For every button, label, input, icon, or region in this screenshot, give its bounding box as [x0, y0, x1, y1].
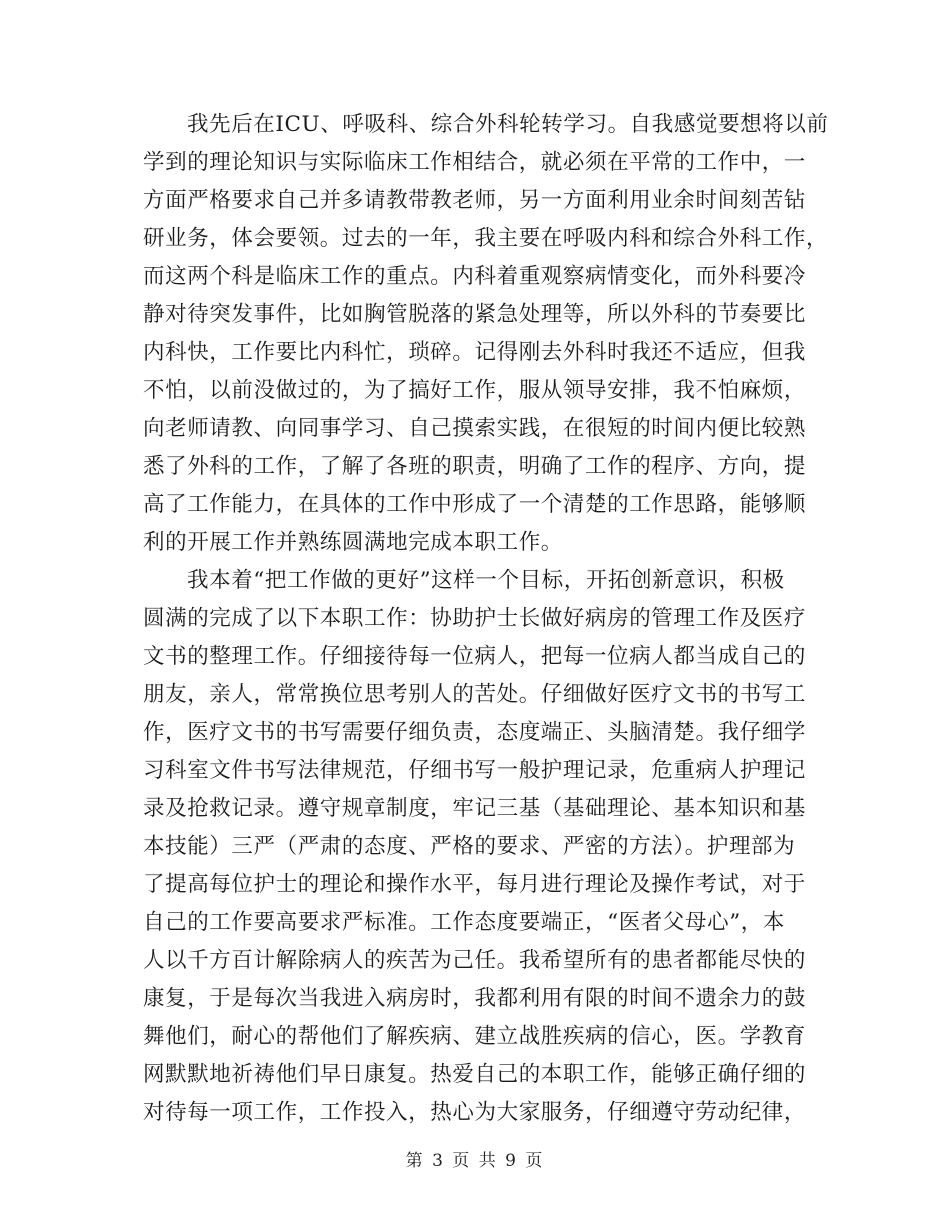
text-line: 网默默地祈祷他们早日康复。热爱自己的本职工作，能够正确仔细的: [143, 1062, 807, 1087]
text-line: 自己的工作要高要求严标准。工作态度要端正，“医者父母心”，本: [143, 910, 785, 935]
text-line: 我本着“把工作做的更好”这样一个目标，开拓创新意识，积极: [187, 568, 785, 593]
text-line: 习科室文件书写法律规范，仔细书写一般护理记录，危重病人护理记: [143, 758, 807, 783]
text-line: 舞他们，耐心的帮他们了解疾病、建立战胜疾病的信心，医。学教育: [143, 1024, 807, 1049]
text-line: 了提高每位护士的理论和操作水平，每月进行理论及操作考试，对于: [143, 872, 807, 897]
paragraph-1: [143, 106, 829, 562]
text-line: 高了工作能力，在具体的工作中形成了一个清楚的工作思路，能够顺: [143, 492, 807, 517]
page-number: 第 3 页 共 9 页: [405, 1151, 545, 1171]
text-line: 文书的整理工作。仔细接待每一位病人，把每一位病人都当成自己的: [143, 644, 807, 669]
text-line: 利的开展工作并熟练圆满地完成本职工作。: [143, 530, 563, 555]
text-line: 圆满的完成了以下本职工作：协助护士长做好病房的管理工作及医疗: [143, 606, 807, 631]
paragraph-2: [143, 562, 805, 1132]
text-line: 内科快，工作要比内科忙，琐碎。记得刚去外科时我还不适应，但我: [143, 340, 807, 365]
text-line: 静对待突发事件，比如胸管脱落的紧急处理等，所以外科的节奏要比: [143, 302, 807, 327]
text-line: 录及抢救记录。遵守规章制度，牢记三基（基础理论、基本知识和基: [143, 796, 807, 821]
text-line: 不怕，以前没做过的，为了搞好工作，服从领导安排，我不怕麻烦，: [143, 378, 807, 403]
text-line: 我先后在ICU、呼吸科、综合外科轮转学习。自我感觉要想将以前: [187, 112, 829, 137]
text-line: 研业务，体会要领。过去的一年，我主要在呼吸内科和综合外科工作，: [143, 226, 829, 251]
text-line: 悉了外科的工作，了解了各班的职责，明确了工作的程序、方向，提: [143, 454, 807, 479]
text-line: 学到的理论知识与实际临床工作相结合，就必须在平常的工作中，一: [143, 150, 807, 175]
text-line: 而这两个科是临床工作的重点。内科着重观察病情变化，而外科要冷: [143, 264, 807, 289]
text-line: 朋友，亲人，常常换位思考别人的苦处。仔细做好医疗文书的书写工: [143, 682, 807, 707]
text-line: 作，医疗文书的书写需要仔细负责，态度端正、头脑清楚。我仔细学: [143, 720, 807, 745]
text-line: 对待每一项工作，工作投入，热心为大家服务，仔细遵守劳动纪律，: [143, 1100, 807, 1125]
text-line: 向老师请教、向同事学习、自己摸索实践，在很短的时间内便比较熟: [143, 416, 807, 441]
page-footer: [0, 1146, 950, 1171]
text-line: 方面严格要求自己并多请教带教老师，另一方面利用业余时间刻苦钻: [143, 188, 807, 213]
text-line: 康复，于是每次当我进入病房时，我都利用有限的时间不遗余力的鼓: [143, 986, 807, 1011]
text-line: 本技能）三严（严肃的态度、严格的要求、严密的方法）。护理部为: [143, 834, 796, 859]
text-line: 人以千方百计解除病人的疾苦为己任。我希望所有的患者都能尽快的: [143, 948, 807, 973]
document-body: [143, 106, 829, 1132]
